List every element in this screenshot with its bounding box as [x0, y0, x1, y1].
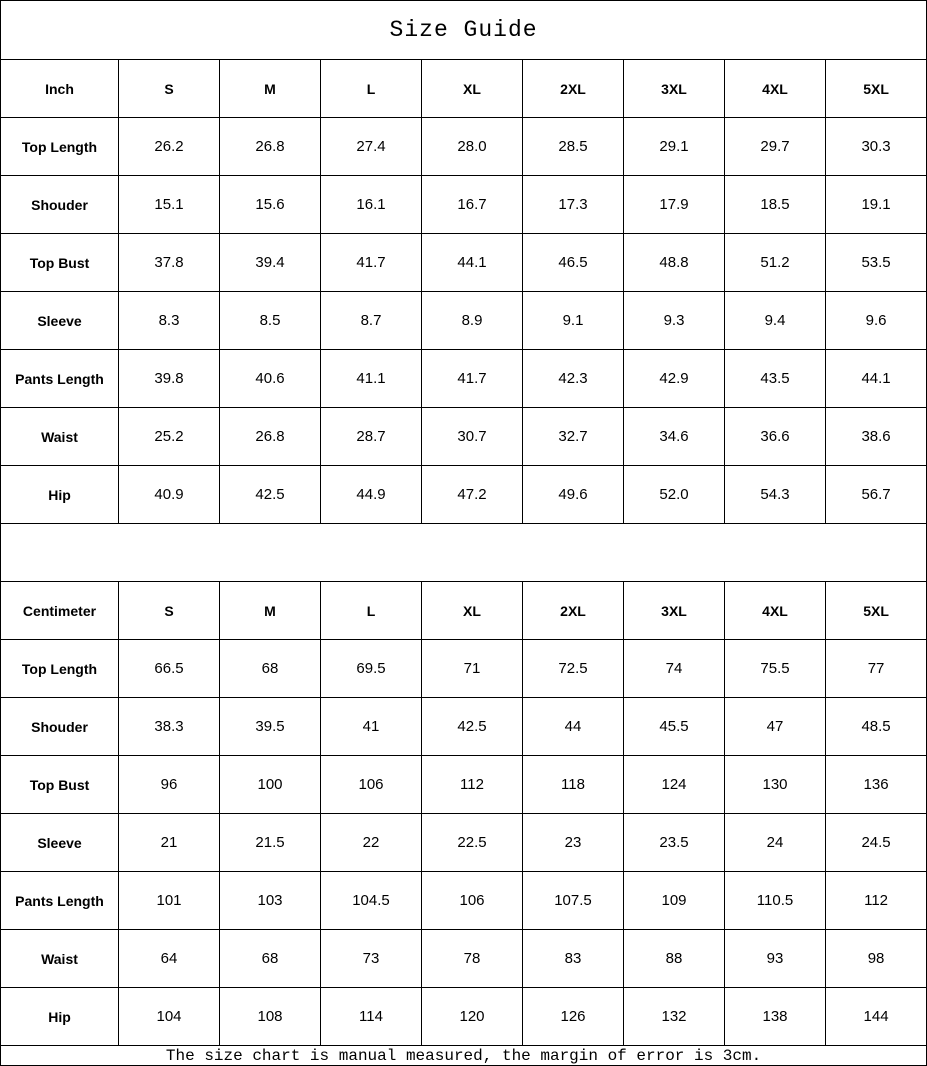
- value-cell: 36.6: [725, 408, 826, 466]
- section-spacer: [1, 524, 927, 582]
- value-cell: 44: [523, 698, 624, 756]
- value-cell: 83: [523, 930, 624, 988]
- value-cell: 46.5: [523, 234, 624, 292]
- row-label: Sleeve: [1, 814, 119, 872]
- row-label: Top Bust: [1, 756, 119, 814]
- value-cell: 8.7: [321, 292, 422, 350]
- value-cell: 22: [321, 814, 422, 872]
- size-header-row: [1, 582, 927, 640]
- value-cell: 24.5: [826, 814, 927, 872]
- value-cell: 23: [523, 814, 624, 872]
- value-cell: 26.8: [220, 118, 321, 176]
- size-column-header: S: [119, 60, 220, 118]
- value-cell: 41.7: [422, 350, 523, 408]
- table-row: [1, 118, 927, 176]
- size-column-header: 2XL: [523, 582, 624, 640]
- value-cell: 110.5: [725, 872, 826, 930]
- value-cell: 44.1: [826, 350, 927, 408]
- size-column-header: 2XL: [523, 60, 624, 118]
- value-cell: 114: [321, 988, 422, 1046]
- value-cell: 93: [725, 930, 826, 988]
- value-cell: 42.3: [523, 350, 624, 408]
- value-cell: 132: [624, 988, 725, 1046]
- value-cell: 44.9: [321, 466, 422, 524]
- value-cell: 17.9: [624, 176, 725, 234]
- value-cell: 144: [826, 988, 927, 1046]
- table-row: [1, 756, 927, 814]
- value-cell: 77: [826, 640, 927, 698]
- row-label: Shouder: [1, 698, 119, 756]
- table-row: [1, 234, 927, 292]
- value-cell: 47.2: [422, 466, 523, 524]
- value-cell: 26.2: [119, 118, 220, 176]
- value-cell: 9.6: [826, 292, 927, 350]
- value-cell: 72.5: [523, 640, 624, 698]
- table-row: [1, 176, 927, 234]
- row-label: Waist: [1, 930, 119, 988]
- value-cell: 96: [119, 756, 220, 814]
- value-cell: 30.3: [826, 118, 927, 176]
- value-cell: 21: [119, 814, 220, 872]
- value-cell: 9.3: [624, 292, 725, 350]
- table-row: [1, 640, 927, 698]
- value-cell: 30.7: [422, 408, 523, 466]
- value-cell: 32.7: [523, 408, 624, 466]
- size-column-header: S: [119, 582, 220, 640]
- table-row: [1, 872, 927, 930]
- row-label: Waist: [1, 408, 119, 466]
- value-cell: 18.5: [725, 176, 826, 234]
- value-cell: 28.5: [523, 118, 624, 176]
- value-cell: 74: [624, 640, 725, 698]
- value-cell: 15.1: [119, 176, 220, 234]
- value-cell: 8.3: [119, 292, 220, 350]
- value-cell: 39.5: [220, 698, 321, 756]
- value-cell: 29.7: [725, 118, 826, 176]
- unit-label: Inch: [1, 60, 119, 118]
- size-header-row: [1, 60, 927, 118]
- value-cell: 73: [321, 930, 422, 988]
- value-cell: 23.5: [624, 814, 725, 872]
- value-cell: 124: [624, 756, 725, 814]
- value-cell: 41.7: [321, 234, 422, 292]
- row-label: Hip: [1, 466, 119, 524]
- value-cell: 69.5: [321, 640, 422, 698]
- value-cell: 38.6: [826, 408, 927, 466]
- value-cell: 51.2: [725, 234, 826, 292]
- table-row: [1, 698, 927, 756]
- value-cell: 120: [422, 988, 523, 1046]
- footer-row: [1, 1046, 927, 1066]
- row-label: Shouder: [1, 176, 119, 234]
- row-label: Top Bust: [1, 234, 119, 292]
- value-cell: 106: [422, 872, 523, 930]
- unit-label: Centimeter: [1, 582, 119, 640]
- value-cell: 130: [725, 756, 826, 814]
- row-label: Pants Length: [1, 350, 119, 408]
- section-spacer-row: [1, 524, 927, 582]
- value-cell: 48.5: [826, 698, 927, 756]
- value-cell: 49.6: [523, 466, 624, 524]
- value-cell: 104.5: [321, 872, 422, 930]
- table-row: [1, 350, 927, 408]
- value-cell: 39.4: [220, 234, 321, 292]
- size-column-header: XL: [422, 582, 523, 640]
- value-cell: 101: [119, 872, 220, 930]
- value-cell: 24: [725, 814, 826, 872]
- page-title: Size Guide: [1, 1, 927, 60]
- value-cell: 109: [624, 872, 725, 930]
- value-cell: 28.0: [422, 118, 523, 176]
- size-column-header: 3XL: [624, 582, 725, 640]
- value-cell: 112: [422, 756, 523, 814]
- value-cell: 78: [422, 930, 523, 988]
- value-cell: 39.8: [119, 350, 220, 408]
- size-column-header: 4XL: [725, 582, 826, 640]
- size-column-header: L: [321, 60, 422, 118]
- value-cell: 27.4: [321, 118, 422, 176]
- size-column-header: 3XL: [624, 60, 725, 118]
- value-cell: 42.9: [624, 350, 725, 408]
- value-cell: 68: [220, 930, 321, 988]
- value-cell: 40.9: [119, 466, 220, 524]
- row-label: Sleeve: [1, 292, 119, 350]
- value-cell: 17.3: [523, 176, 624, 234]
- value-cell: 40.6: [220, 350, 321, 408]
- size-column-header: 5XL: [826, 582, 927, 640]
- value-cell: 21.5: [220, 814, 321, 872]
- value-cell: 41.1: [321, 350, 422, 408]
- value-cell: 16.7: [422, 176, 523, 234]
- centimeter-section: [1, 582, 927, 1046]
- value-cell: 8.5: [220, 292, 321, 350]
- value-cell: 52.0: [624, 466, 725, 524]
- value-cell: 37.8: [119, 234, 220, 292]
- value-cell: 68: [220, 640, 321, 698]
- value-cell: 45.5: [624, 698, 725, 756]
- value-cell: 126: [523, 988, 624, 1046]
- value-cell: 42.5: [422, 698, 523, 756]
- value-cell: 103: [220, 872, 321, 930]
- value-cell: 42.5: [220, 466, 321, 524]
- size-column-header: XL: [422, 60, 523, 118]
- row-label: Top Length: [1, 118, 119, 176]
- value-cell: 54.3: [725, 466, 826, 524]
- value-cell: 138: [725, 988, 826, 1046]
- value-cell: 66.5: [119, 640, 220, 698]
- value-cell: 28.7: [321, 408, 422, 466]
- value-cell: 64: [119, 930, 220, 988]
- value-cell: 88: [624, 930, 725, 988]
- value-cell: 29.1: [624, 118, 725, 176]
- value-cell: 22.5: [422, 814, 523, 872]
- value-cell: 43.5: [725, 350, 826, 408]
- value-cell: 47: [725, 698, 826, 756]
- value-cell: 136: [826, 756, 927, 814]
- table-row: [1, 292, 927, 350]
- row-label: Hip: [1, 988, 119, 1046]
- table-row: [1, 408, 927, 466]
- size-column-header: M: [220, 60, 321, 118]
- value-cell: 107.5: [523, 872, 624, 930]
- row-label: Top Length: [1, 640, 119, 698]
- footer-note: The size chart is manual measured, the margin of error is 3cm.: [1, 1046, 927, 1066]
- size-column-header: L: [321, 582, 422, 640]
- size-column-header: 5XL: [826, 60, 927, 118]
- value-cell: 56.7: [826, 466, 927, 524]
- table-row: [1, 930, 927, 988]
- value-cell: 98: [826, 930, 927, 988]
- row-label: Pants Length: [1, 872, 119, 930]
- value-cell: 53.5: [826, 234, 927, 292]
- value-cell: 71: [422, 640, 523, 698]
- value-cell: 38.3: [119, 698, 220, 756]
- value-cell: 112: [826, 872, 927, 930]
- value-cell: 41: [321, 698, 422, 756]
- value-cell: 26.8: [220, 408, 321, 466]
- value-cell: 100: [220, 756, 321, 814]
- size-column-header: 4XL: [725, 60, 826, 118]
- value-cell: 44.1: [422, 234, 523, 292]
- value-cell: 25.2: [119, 408, 220, 466]
- table-row: [1, 988, 927, 1046]
- value-cell: 48.8: [624, 234, 725, 292]
- value-cell: 104: [119, 988, 220, 1046]
- value-cell: 108: [220, 988, 321, 1046]
- value-cell: 9.1: [523, 292, 624, 350]
- table-row: [1, 466, 927, 524]
- title-row: [1, 1, 927, 60]
- value-cell: 19.1: [826, 176, 927, 234]
- size-column-header: M: [220, 582, 321, 640]
- value-cell: 118: [523, 756, 624, 814]
- value-cell: 75.5: [725, 640, 826, 698]
- value-cell: 9.4: [725, 292, 826, 350]
- value-cell: 16.1: [321, 176, 422, 234]
- table-row: [1, 814, 927, 872]
- value-cell: 15.6: [220, 176, 321, 234]
- value-cell: 8.9: [422, 292, 523, 350]
- inch-section: [1, 60, 927, 524]
- value-cell: 34.6: [624, 408, 725, 466]
- value-cell: 106: [321, 756, 422, 814]
